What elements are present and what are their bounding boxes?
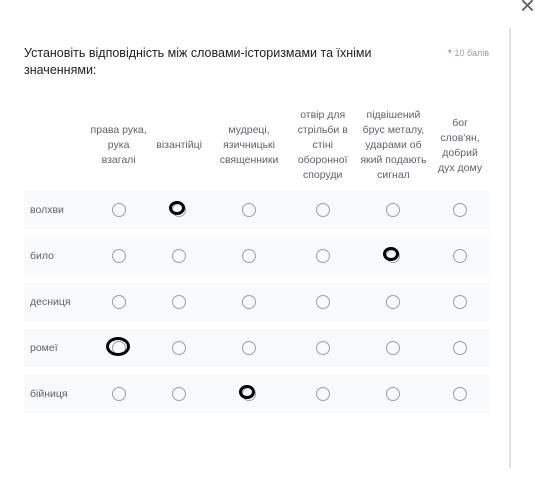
row-label: бійниця	[24, 375, 87, 413]
column-header: мудреці, язичницькі священники	[219, 124, 279, 166]
radio-button[interactable]	[316, 203, 330, 217]
grid-row	[24, 329, 489, 367]
grid-row	[24, 283, 489, 321]
radio-button[interactable]	[242, 295, 256, 309]
required-star: *	[447, 48, 452, 58]
answer-grid	[24, 100, 489, 421]
radio-button[interactable]	[453, 295, 467, 309]
card-border	[509, 28, 511, 468]
grid-cell	[431, 191, 489, 229]
radio-button[interactable]	[112, 249, 126, 263]
radio-button[interactable]	[453, 341, 467, 355]
grid-cell	[290, 283, 356, 321]
grid-row	[24, 375, 489, 413]
grid-row	[24, 237, 489, 275]
grid-row	[24, 191, 489, 229]
row-label: било	[24, 237, 87, 275]
radio-button[interactable]	[316, 387, 330, 401]
grid-cell	[208, 329, 289, 367]
radio-button[interactable]	[386, 203, 400, 217]
radio-button[interactable]	[112, 203, 126, 217]
radio-button[interactable]	[172, 203, 186, 217]
points-label	[448, 48, 489, 58]
grid-cell	[290, 191, 356, 229]
grid-cell	[87, 283, 149, 321]
radio-button[interactable]	[172, 295, 186, 309]
radio-button[interactable]	[172, 387, 186, 401]
points-value: 10 балів	[454, 48, 489, 58]
column-header: візантійці	[156, 139, 202, 151]
grid-cell	[87, 191, 149, 229]
grid-cell	[208, 283, 289, 321]
radio-button[interactable]	[386, 295, 400, 309]
column-header: бог слов'ян, добрий дух дому	[438, 116, 483, 174]
grid-cell	[290, 375, 356, 413]
grid-header-row	[24, 108, 489, 183]
grid-cell	[431, 237, 489, 275]
column-header: отвір для стрільби в стіні оборонної споруди	[297, 109, 348, 181]
radio-button[interactable]	[242, 203, 256, 217]
grid-cell	[356, 329, 431, 367]
radio-button[interactable]	[172, 249, 186, 263]
grid-cell	[431, 283, 489, 321]
grid-cell	[356, 375, 431, 413]
question-header	[24, 45, 489, 79]
question-title: Установіть відповідність між словами-історизмами та їхніми значеннями:	[24, 46, 372, 77]
grid-cell	[208, 375, 289, 413]
grid-cell	[150, 237, 209, 275]
radio-button[interactable]	[453, 387, 467, 401]
row-label: десниця	[24, 283, 87, 321]
radio-button[interactable]	[172, 341, 186, 355]
grid-cell	[356, 283, 431, 321]
radio-button[interactable]	[316, 341, 330, 355]
radio-button[interactable]	[386, 387, 400, 401]
radio-button[interactable]	[316, 249, 330, 263]
radio-button[interactable]	[386, 341, 400, 355]
column-header: підвішений брус металу, ударами об який подають сигнал	[360, 109, 427, 181]
radio-button[interactable]	[112, 387, 126, 401]
grid-cell	[150, 191, 209, 229]
grid-cell	[87, 329, 149, 367]
grid-cell	[150, 329, 209, 367]
grid-cell	[431, 375, 489, 413]
radio-button[interactable]	[386, 249, 400, 263]
radio-button[interactable]	[453, 203, 467, 217]
radio-button[interactable]	[316, 295, 330, 309]
radio-button[interactable]	[112, 341, 126, 355]
grid-cell	[150, 283, 209, 321]
grid-cell	[208, 191, 289, 229]
grid-cell	[356, 237, 431, 275]
grid-cell	[431, 329, 489, 367]
grid-cell	[290, 329, 356, 367]
row-label: волхви	[24, 191, 87, 229]
grid-cell	[87, 375, 149, 413]
row-label: ромеї	[24, 329, 87, 367]
grid-cell	[150, 375, 209, 413]
radio-button[interactable]	[242, 387, 256, 401]
grid-cell	[290, 237, 356, 275]
grid-cell	[87, 237, 149, 275]
radio-button[interactable]	[242, 341, 256, 355]
grid-cell	[356, 191, 431, 229]
grid-corner	[24, 108, 87, 183]
radio-button[interactable]	[453, 249, 467, 263]
close-icon[interactable]: ×	[519, 0, 535, 20]
grid-cell	[208, 237, 289, 275]
radio-button[interactable]	[112, 295, 126, 309]
column-header: права рука, рука взагалі	[90, 124, 147, 166]
radio-button[interactable]	[242, 249, 256, 263]
